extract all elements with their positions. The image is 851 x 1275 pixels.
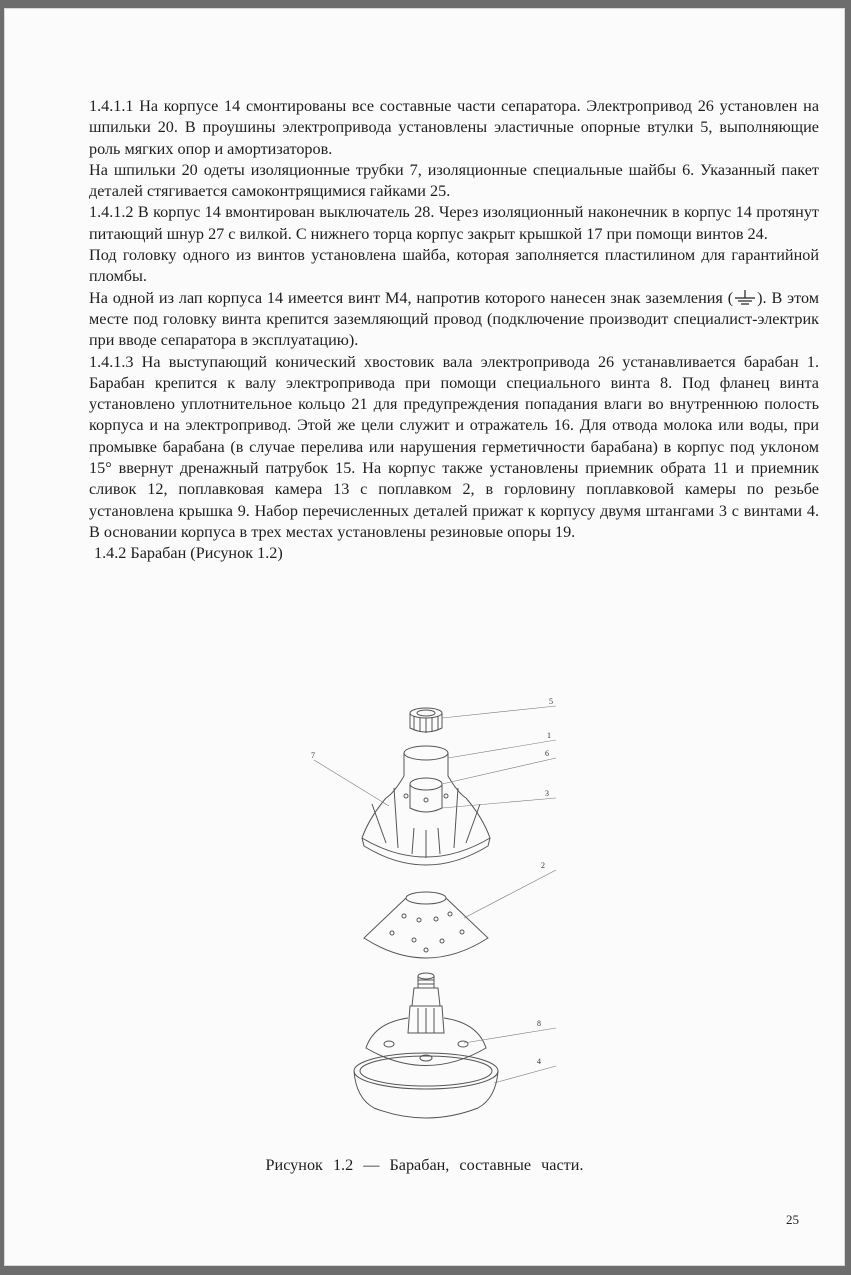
body-text: [89, 96, 819, 565]
paragraph-grounding: На одной из лап корпуса 14 имеется винт М4, напротив которого нанесен знак заземления ( ). В этом месте под головку винта крепится заземляющий провод (подключение производит специалист-электрик при вводе сепаратора в эксплуатацию).: [89, 288, 820, 350]
figure-label-8: 8: [537, 1019, 541, 1028]
paragraph-seal: Под головку одного из винтов установлена шайба, которая заполняется пластилином для гарантийной пломбы.: [89, 246, 819, 286]
figure-label-2: 2: [541, 861, 545, 870]
figure-label-3: 3: [545, 789, 549, 798]
page-number: 25: [786, 1212, 799, 1227]
plate-part: [364, 892, 488, 958]
figure-label-5: 5: [549, 697, 553, 706]
paragraph-1-4-1-1: 1.4.1.1 На корпусе 14 смонтированы все составные части сепаратора. Электропривод 26 установлен на шпильки 20. В проушины электропривода установлены эластичные опорные втулки 5, выполняющие роль мягких опор и амортизаторов.: [89, 97, 819, 158]
section-heading: 1.4.2 Барабан (Рисунок 1.2): [94, 544, 283, 563]
nut-part: [410, 708, 442, 733]
base-part: [354, 973, 498, 1118]
paragraph-insulation: На шпильки 20 одеты изоляционные трубки 7, изоляционные специальные шайбы 6. Указанный пакет деталей стягивается самоконтрящимися гайками 25.: [89, 160, 819, 201]
paragraph-1-4-1-2: 1.4.1.2 В корпус 14 вмонтирован выключатель 28. Через изоляционный наконечник в корпус 14 протянут питающий шнур 27 с вилкой. С нижнего торца корпус закрыт крышкой 17 при помощи винтов 24.: [89, 203, 819, 243]
figure-label-7: 7: [311, 751, 315, 760]
ground-symbol-icon: [733, 290, 757, 306]
drum-exploded-figure: [294, 688, 574, 1138]
figure-label-4: 4: [537, 1057, 541, 1066]
paragraph-1-4-1-3: 1.4.1.3 На выступающий конический хвостовик вала электропривода 26 устанавливается барабан 1. Барабан крепится к валу электропривода при помощи специального винта 8. Под фланец винта установлено уплотнительное кольцо 21 для предупреждения попадания влаги во внутреннюю полость корпуса и на электропривод. Этой же цели служит и отражатель 16. Для отвода молока или воды, при промывке барабана (в случае перелива или нарушения герметичности барабана) в корпус под уклоном 15° ввернут дренажный патрубок 15. На корпус также установлены приемник обрата 11 и приемник сливок 12, поплавковая камера 13 с поплавком 2, в горловину поплавковой камеры по резьбе установлена крышка 9. Набор перечисленных деталей прижат к корпусу двумя штангами 3 с винтами 4. В основании корпуса в трех местах установлены резиновые опоры 19.: [89, 352, 819, 541]
figure-label-6: 6: [545, 749, 549, 758]
figure-caption: Рисунок 1.2 — Барабан, составные части.: [265, 1156, 584, 1174]
document-page: [4, 8, 845, 1266]
leader-lines: [314, 706, 556, 1083]
figure-label-1: 1: [547, 731, 551, 740]
